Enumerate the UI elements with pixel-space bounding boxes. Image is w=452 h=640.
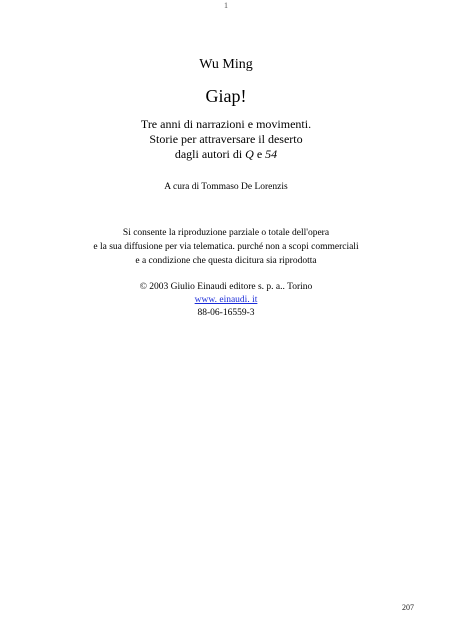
subtitle-line-3-prefix: dagli autori di <box>174 147 246 161</box>
license-line-2: e la sua diffusione per via telematica. purché non a scopi commerciali <box>93 242 359 252</box>
publisher-info <box>0 281 452 320</box>
subtitle <box>0 117 452 162</box>
license-line-1: Si consente la riproduzione parziale o totale dell'opera <box>122 228 330 238</box>
isbn-line: 88-06-16559-3 <box>197 308 255 318</box>
subtitle-line-1: Tre anni di narrazioni e movimenti. <box>140 117 312 131</box>
license-notice <box>0 226 452 268</box>
editor-credit: A cura di Tommaso De Lorenzis <box>164 182 288 192</box>
subtitle-line-3-middle: e <box>253 147 266 161</box>
top-page-number: 1 <box>224 1 228 10</box>
subtitle-line-3 <box>0 147 452 162</box>
copyright-line: © 2003 Giulio Einaudi editore s. p. a.. Torino <box>139 282 313 292</box>
subtitle-line-2: Storie per attraversare il deserto <box>149 132 303 146</box>
subtitle-book-q: Q <box>245 147 254 161</box>
author-name: Wu Ming <box>199 57 253 72</box>
subtitle-book-54: 54 <box>265 147 278 161</box>
publisher-website-link[interactable]: www. einaudi. it <box>194 295 258 305</box>
bottom-page-number: 207 <box>402 603 414 612</box>
book-title: Giap! <box>205 86 247 106</box>
license-line-3: e a condizione che questa dicitura sia riprodotta <box>135 256 317 266</box>
